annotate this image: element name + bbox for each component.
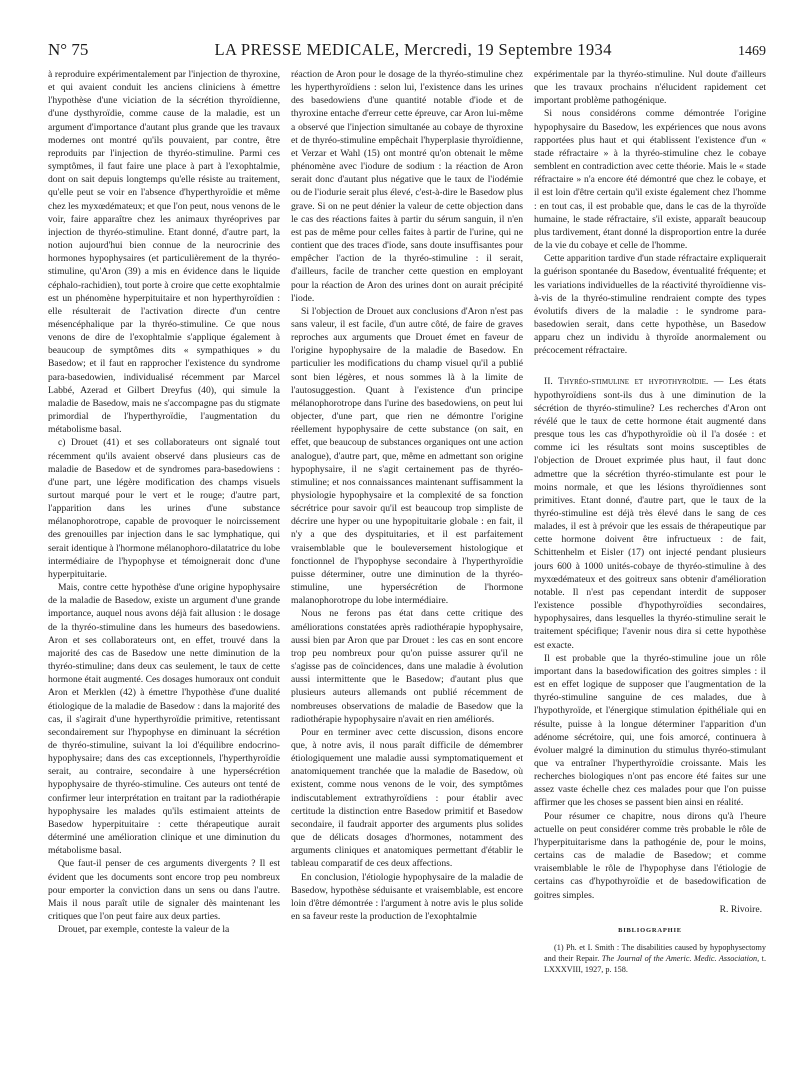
section-heading: II. Thyréo-stimuline et hypothyroïdie.	[544, 376, 709, 388]
paragraph: Si l'objection de Drouet aux conclusions d'Aron n'est pas sans valeur, il est facile, d'un autre côté, de faire de graves reproches aux arguments que Drouet émet en faveur de l'origine hypophysaire de la maladie de Basedow. En particulier les modifications du champ visuel qu'il a publié sont bien légères, et nous sommes là à la limite de l'autosuggestion. Quant à l'existence d'un principe mélanophorotrope dans l'urine des basedowiens, on peut lui objecter, d'une part, que rien ne démontre l'origine réellement hypophysaire de cette substance (on sait, en effet, que beaucoup de substances organiques ont une action analogue), d'autre part, que, même en admettant son origine hypophysaire, il ne s'agit certainement pas de thyréo-stimuline; et nos connaissances maintenant suffisamment la physiologie hypophysaire et la complexité de sa fonction sécrétrice pour savoir qu'il est beaucoup trop simpliste de décrire une hyper ou une hypopituitarie globale : en fait, il n'y a que des dyspituitaries, et il est parfaitement vraisemblable que le bouleversement histologique et fonctionnel de l'hypophyse secondaire à l'hyperthyroïdie puisse déterminer, outre une diminution de la thyréo-stimuline, une hypersécrétion de l'hormone malanophorotrope du lobe intermédiaire.	[291, 305, 523, 607]
biblio-details: t. LXXXVIII, 1927, p. 158.	[544, 954, 766, 974]
article-columns	[48, 68, 766, 1048]
paragraph: Si nous considérons comme démontrée l'origine hypophysaire du Basedow, les expériences que nous avons rapportées plus haut et qui établissent l'existence d'un « stade réfractaire » à la thyréo-stimuline chez le cobaye semblent en contradiction avec cette théorie. Mais le « stade réfractaire » n'a encore été démontré que chez le cobaye, et il est loin d'être certain qu'il existe également chez l'homme : en tout cas, il est probable que, dans le cas de la thyroïde humaine, le stade réfractaire, s'il existe, apparaît beaucoup plus tardivement, étant donné la disproportion entre la durée de la vie du cobaye et celle de l'homme.	[534, 108, 766, 252]
section-text: — Les états hypothyroïdiens sont-ils dus à une diminution de la sécrétion de thyréo-stimuline? Les recherches d'Aron ont révélé que le taux de cette hormone était augmenté dans presque tous les cas d'hypothyroïdie où il l'a dosée : et comme ici les résultats sont moins susceptibles de l'objection de Drouet exprimée plus haut, il faut donc admettre que la sécrétion thyréo-stimulante est pour le moins normale, et que les lésions thyroïdiennes sont primitives. Etant donné, d'autre part, que le taux de la thyréo-stimuline est déjà très élevé dans le sang de ces malades, il est à prévoir que les essais de thérapeutique par cette hormone doivent être infructueux : de fait, Schittenhelm et Eisler (17) ont injecté pendant plusieurs jours 600 à 1000 unités-cobaye de thyréo-stimuline à des myxœdémateux et des goitreux sans obtenir d'amélioration notable. Il n'est pas cependant interdit de supposer l'existence possible d'hypothyroïdies secondaires, hypophysaires, dans lesquelles la thyréo-stimuline serait le traitement spécifique; l'avenir nous dira si cette hypothèse est exacte.	[534, 376, 766, 651]
paragraph: Pour résumer ce chapitre, nous dirons qu'à l'heure actuelle on peut considérer comme très probable le rôle de l'hyperpituitarisme dans la pathogénie de, pour le moins, certains cas de maladie de Basedow; et comme vraisemblable le rôle de l'hypophyse dans l'étiologie de certains cas d'hypothyroïdie et de basedowification de goitres simples.	[534, 810, 766, 901]
masthead	[214, 40, 611, 60]
biblio-authors: (1) Ph. et I. Smith : The disabilities caused by hypophysectomy and their Repair.	[544, 943, 766, 963]
paragraph: Il est probable que la thyréo-stimuline joue un rôle important dans la basedowification des goitres simples : il est en effet logique de supposer que l'augmentation de la thyréo-stimuline sanguine de ces malades, due à l'hypothyroïde, et l'énergique stimulation épithéliale qui en résulte, puisse à la longue déterminer l'apparition d'un adénome sécrétoire, qui, une fois amorcé, continuera à évoluer malgré la diminution du stimulus thyréo-stimulant que va entraîner l'hyperthyroïdie croissante. Mais les recherches biologiques n'ont pas encore été faites sur une assez vaste échelle chez ces malades pour que l'on puisse affirmer que les choses se passent bien ainsi en réalité.	[534, 652, 766, 809]
section-paragraph	[534, 375, 766, 651]
issue-date: Mercredi, 19 Septembre 1934	[404, 40, 612, 59]
author-signature: R. Rivoire.	[719, 903, 762, 915]
column-1	[48, 68, 280, 1048]
paragraph: c) Drouet (41) et ses collaborateurs ont signalé tout récemment qu'ils avaient observé dans plusieurs cas de maladie de Basedow et de syndromes para-basedowiens : d'une part, une légère modification des champs visuels surtout marqué pour le vert et le rouge; d'autre part, l'apparition dans les urines d'une substance mélanophorotrope, capable de provoquer le noircissement des grenouilles par injection dans le sac lymphatique, qui serait identique à l'hormone mélanophoro-dilatatrice du lobe intermédiaire de l'hypophyse et témoignerait donc d'une hyperpituitarie.	[48, 437, 280, 580]
bibliography-entry	[534, 942, 766, 975]
page-number: 1469	[738, 44, 766, 59]
paragraph: Pour en terminer avec cette discussion, disons encore que, à notre avis, il nous paraît difficile de démembrer étiologiquement une maladie aussi symptomatiquement et anatomiquement tranchée que la maladie de Basedow, où existent, comme nous venons de le voir, des symptômes indiscutablement extrathyroïdiens : pour établir avec certitude la distinction entre Basedow primitif et Basedow secondaire, il faudrait apporter des arguments plus solides que de délicats dosages d'hormones, notamment des arguments cliniques et anatomiques permettant d'établir le tableau comparatif de ces deux affections.	[291, 726, 523, 870]
paragraph: Nous ne ferons pas état dans cette critique des améliorations constatées après radiothérapie hypophysaire, aussi bien par Aron que par Drouet : les cas en sont encore trop peu nombreux pour qu'on puisse assurer qu'il ne s'agisse pas de coïncidences, dans une maladie à évolution aussi intermittente que le Basedow; d'autant plus que plusieurs auteurs allemands ont publié récemment de nombreuses observations de maladie de Basedow que la radiothérapie hypophysaire n'avait en rien améliorés.	[291, 608, 523, 725]
issue-number: N° 75	[48, 40, 89, 59]
biblio-journal: The Journal of the Americ. Medic. Association,	[601, 954, 760, 963]
paragraph: En conclusion, l'étiologie hypophysaire de la maladie de Basedow, hypothèse séduisante et vraisemblable, est encore loin d'être démontrée : l'argument à notre avis le plus solide en sa faveur reste la production de l'exophtalmie	[291, 871, 523, 922]
column-2	[291, 68, 523, 1048]
bibliography-heading: BIBLIOGRAPHIE	[618, 926, 682, 934]
paragraph: à reproduire expérimentalement par l'injection de thyroxine, et qui avaient conduit les anciens cliniciens à émettre l'hypothèse d'une viciation de la sécrétion thyroïdienne, d'une dysthyroïdie, comme cause de la maladie, est un argument d'importance d'autant plus grande que les travaux modernes ont montré qu'ils pouvaient, par contre, être reproduits par l'injection de thyréo-stimuline. Parmi ces symptômes, il faut faire une place à part à l'exophtalmie, dont on sait depuis longtemps qu'elle résiste au traitement, qu'elle peut se voir en l'absence d'hyperthyroïdie et même chez les myxœdémateux; et que l'on peut, nous venons de le voir, faire apparaître chez les animaux thyréoprives par injection de thyréo-stimuline. Etant donné, d'autre part, la notion aujourd'hui bien connue de la neurocrinie des hormones hypophysaires (et particulièrement de la thyréo-stimuline, qu'Aron (39) a mis en évidence dans le liquide céphalo-rachidien), tout porte à croire que cette exophtalmie est un phénomène hyperpituitaire et non hyperthyroïdien : elle résulterait de l'activation directe d'un centre mésencéphalique par la thyréo-stimuline. Ce que nous venons de dire de l'exophtalmie s'applique également à beaucoup de symptômes dits « sympathiques » du Basedow; et il faut en rapprocher l'existence du syndrome para-basedowien, individualisé récemment par Marcel Labbé, Azerad et Gilbert Dreyfus (40), qui simule la maladie de Basedow, mais ne s'accompagne pas du stigmate primordial de l'hyperthyroïdie, l'augmentation du métabolisme basal.	[48, 69, 280, 436]
paragraph: expérimentale par la thyréo-stimuline. Nul doute d'ailleurs que les travaux prochains n'élucident rapidement cet important problème pathogénique.	[534, 69, 766, 107]
paragraph: Cette apparition tardive d'un stade réfractaire expliquerait la guérison spontanée du Basedow, éventualité fréquente; et les variations individuelles de la réactivité thyroïdienne vis-à-vis de la thyréo-stimuline rendraient compte des types évolutifs divers de la maladie : le syndrome para-basedowien serait, dans cette hypothèse, un Basedow apparu chez un individu à thyroïde anormalement ou précocement réfractaire.	[534, 253, 766, 357]
section-gap	[534, 357, 766, 375]
paragraph: Mais, contre cette hypothèse d'une origine hypophysaire de la maladie de Basedow, existe un argument d'une grande importance, auquel nous avons déjà fait allusion : le dosage de la thyréo-stimuline dans les humeurs des basedowiens. Aron et ses collaborateurs ont, en effet, trouvé dans la majorité des cas de Basedow une nette diminution de la thyréo-stimuline; dans deux cas seulement, le taux de cette hormone était augmenté. Ces dosages humoraux ont conduit Aron et Merklen (42) à émettre l'hypothèse d'une dualité étiologique de la maladie de Basedow : dans la majorité des cas, il s'agirait d'une hyperthyroïdie primitive, retentissant secondairement sur l'hypophyse en diminuant la sécrétion de thyréo-stimuline, suivant la loi d'équilibre endocrino-hypophysaire; dans des cas exceptionnels, l'hyperthyroïdie serait, au contraire, secondaire à une hypersécrétion hypophysaire de thyréo-stimuline. Ces auteurs ont tenté de confirmer leur interprétation en traitant par la radiothérapie hypophysaire les malades qu'ils estimaient atteints de Basedow hyperpituitaire : cette thérapeutique aurait déterminé une amélioration clinique et une diminution du métabolisme basal.	[48, 582, 280, 857]
paragraph: Que faut-il penser de ces arguments divergents ? Il est évident que les documents sont encore trop peu nombreux pour emporter la conviction dans un sens ou dans l'autre. Mais il nous paraît utile de signaler dès maintenant les critiques que l'on peut faire aux deux parties.	[48, 858, 280, 922]
paragraph: Drouet, par exemple, conteste la valeur de la	[58, 924, 230, 936]
publication-title: LA PRESSE MEDICALE,	[214, 40, 400, 59]
page-header	[48, 40, 766, 64]
paragraph: réaction de Aron pour le dosage de la thyréo-stimuline chez les hyperthyroïdiens : selon lui, l'existence dans les urines des basedowiens d'une quantité notable d'iode et de thyroxine entache d'erreur cette épreuve, car Aron lui-même a observé que l'injection simultanée au cobaye de thyroxine et de thyréo-stimuline empêchait l'hyperplasie thyroïdienne, et Verzar et Wahl (15) ont montré qu'on obtenait le même phénomène avec l'iodure de sodium : la réaction de Aron serait donc d'autant plus négative que le taux de l'iodémie ou de l'iodurie serait plus élevé, c'est-à-dire le Basedow plus grave. Si on ne peut dénier la valeur de cette objection dans le cas des réactions faites à partir du sérum sanguin, il n'en est pas de même pour celles faites à partir de l'urine, qui ne contient que des traces d'iode, sans doute insuffisantes pour empêcher l'action de la thyréo-stimuline : il serait, d'ailleurs, facile de trancher cette question en employant pour la réaction de Aron des urines dont on aurait précipité l'iode.	[291, 69, 523, 304]
column-3	[534, 68, 766, 1048]
